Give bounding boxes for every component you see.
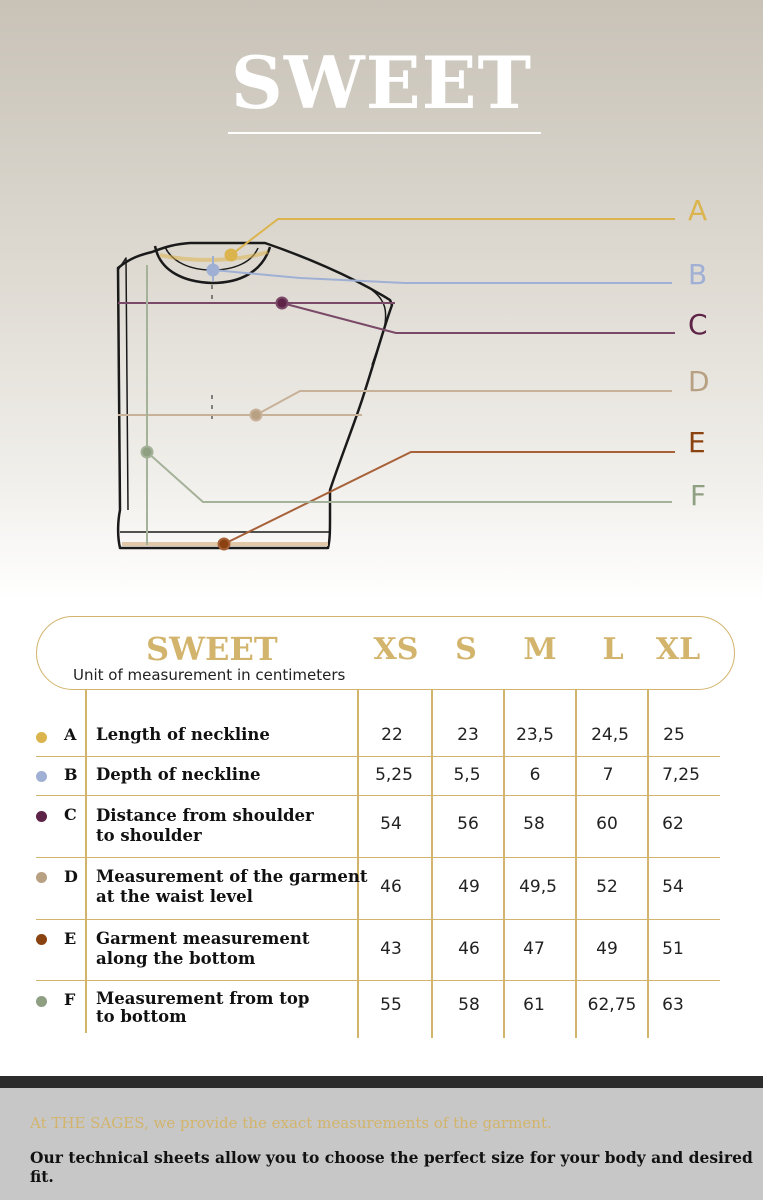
measure-D [118,391,672,421]
row-label: Length of neckline [96,725,270,744]
measure-C [118,298,675,334]
row-letter: A [64,725,77,744]
row-letter: F [64,990,76,1009]
value-cell: 5,25 [375,765,413,785]
brand-title: SWEET [230,40,533,125]
value-cell: 43 [380,939,402,959]
value-cell: 7 [602,765,614,785]
value-cell: 47 [523,939,545,959]
row-label: Measurement of the garment at the waist level [96,867,368,906]
value-cell: 25 [663,725,685,745]
row-color-dot [36,996,47,1007]
row-letter: B [64,765,78,784]
row-label: Measurement from top to bottom [96,989,310,1026]
value-cell: 54 [662,877,684,897]
table-title: SWEET [146,630,278,668]
value-cell: 58 [523,814,545,834]
measure-A [160,219,675,261]
value-cell: 54 [380,814,402,834]
grid-hline [36,980,720,981]
value-cell: 63 [662,995,684,1015]
size-header-s: S [455,632,477,667]
value-cell: 61 [523,995,545,1015]
row-color-dot [36,732,47,743]
grid-hline [36,857,720,858]
value-cell: 23 [457,725,479,745]
value-cell: 24,5 [591,725,629,745]
diagram-letter-e: E [688,426,706,459]
value-cell: 49 [458,877,480,897]
row-letter: C [64,805,77,824]
size-header-m: M [523,632,557,667]
size-header-xs: XS [373,632,419,667]
row-label: Garment measurement along the bottom [96,929,310,968]
grid-vline [85,690,87,1033]
value-cell: 6 [529,765,541,785]
diagram-letter-b: B [688,258,708,291]
value-cell: 60 [596,814,618,834]
value-cell: 49 [596,939,618,959]
value-cell: 56 [457,814,479,834]
size-header-xl: XL [655,632,701,667]
value-cell: 55 [380,995,402,1015]
value-cell: 49,5 [519,877,557,897]
row-letter: E [64,929,77,948]
value-cell: 23,5 [516,725,554,745]
row-color-dot [36,771,47,782]
value-cell: 51 [662,939,684,959]
diagram-letter-c: C [688,308,708,341]
diagram-letter-f: F [690,479,707,512]
row-color-dot [36,934,47,945]
table-unit-note: Unit of measurement in centimeters [73,666,346,684]
measure-F [142,265,673,545]
row-letter: D [64,867,78,886]
value-cell: 22 [381,725,403,745]
footer-divider [0,1076,763,1088]
row-label: Distance from shoulder to shoulder [96,806,314,845]
diagram-letter-a: A [688,194,708,227]
value-cell: 7,25 [662,765,700,785]
row-color-dot [36,811,47,822]
value-cell: 62 [662,814,684,834]
value-cell: 62,75 [587,995,637,1015]
value-cell: 52 [596,877,618,897]
value-cell: 5,5 [453,765,481,785]
value-cell: 58 [458,995,480,1015]
grid-hline [36,795,720,796]
row-color-dot [36,872,47,883]
value-cell: 46 [380,877,402,897]
value-cell: 46 [458,939,480,959]
measure-E [122,452,675,550]
size-header-l: L [602,632,624,667]
grid-hline [36,756,720,757]
footer-description: Our technical sheets allow you to choose the perfect size for your body and desired fit. [30,1148,753,1186]
measure-B [208,256,673,283]
footer-tagline: At THE SAGES, we provide the exact measurements of the garment. [30,1114,552,1132]
row-label: Depth of neckline [96,765,261,784]
diagram-letter-d: D [688,365,710,398]
grid-hline [36,919,720,920]
